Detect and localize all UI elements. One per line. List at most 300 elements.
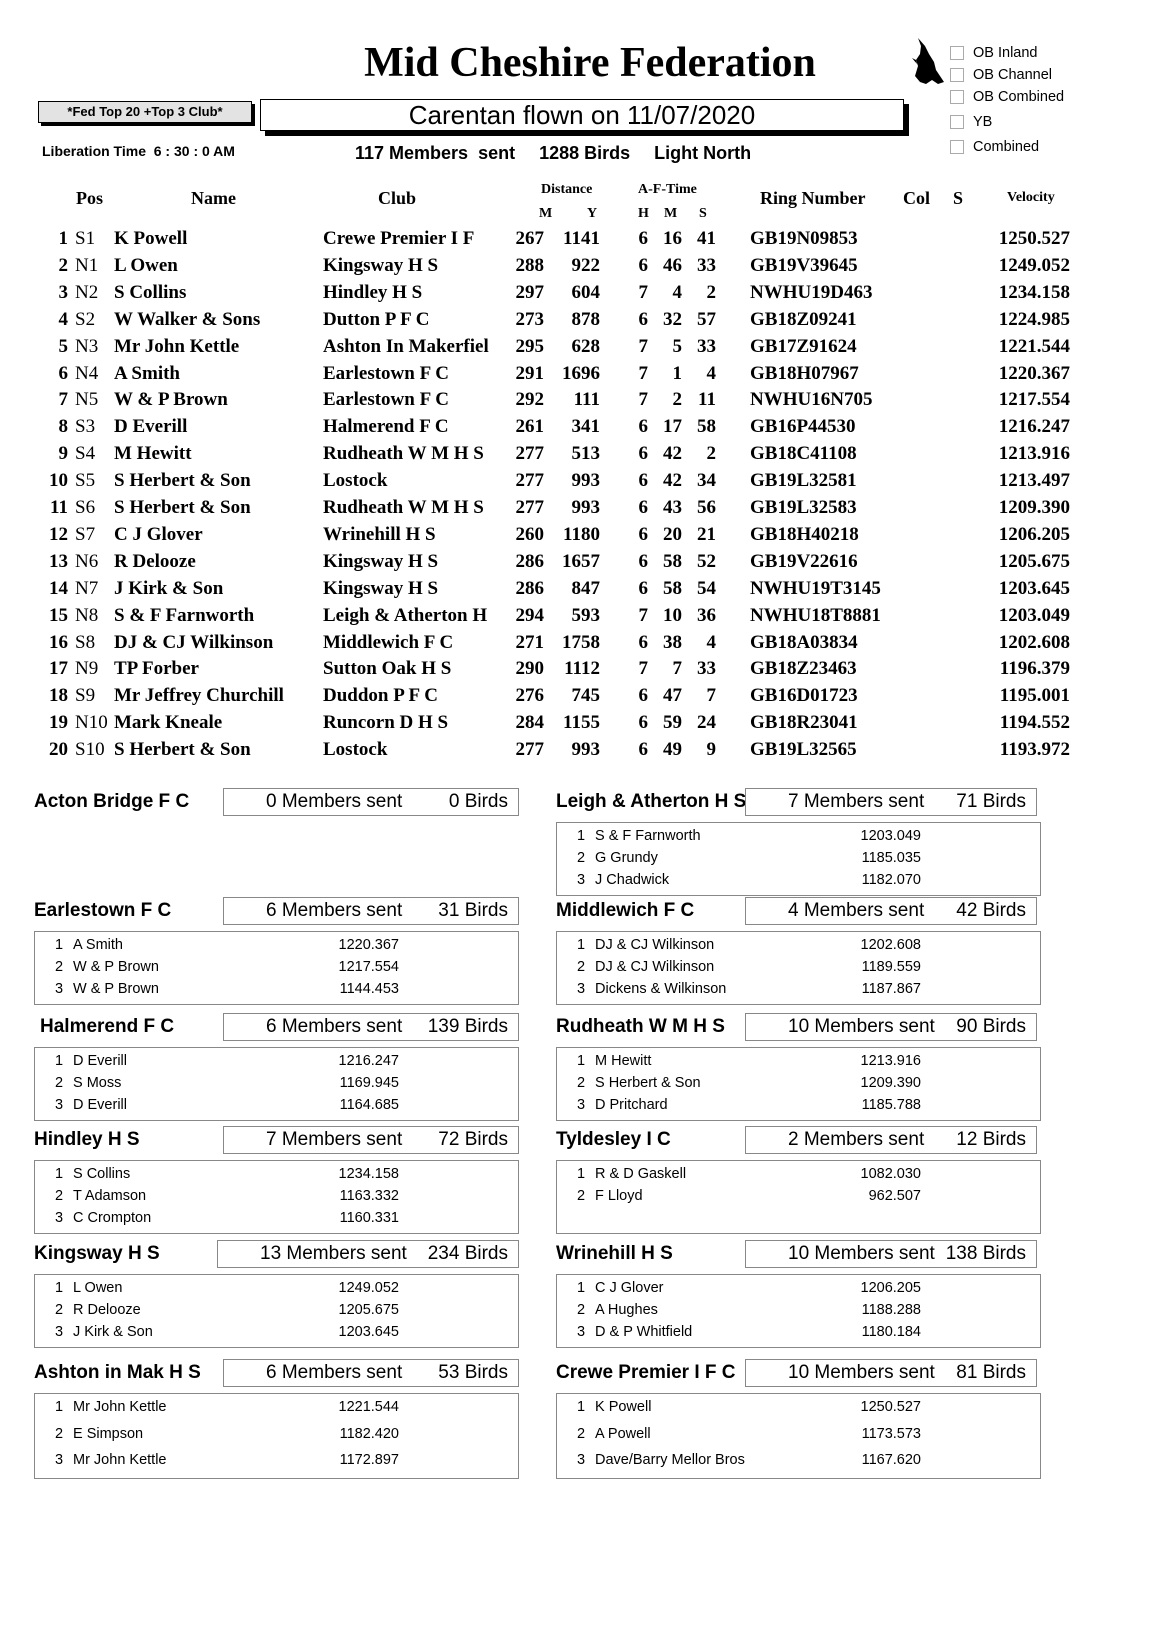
- position: 8: [58, 416, 68, 438]
- member-name: R Delooze: [73, 1302, 141, 1318]
- club-members-sent: 0 Members sent: [266, 791, 403, 812]
- header-sex: S: [953, 188, 964, 208]
- club-title: Tyldesley I C: [556, 1129, 671, 1150]
- time-minutes: 46: [663, 254, 682, 276]
- option-yb[interactable]: [950, 111, 1064, 133]
- club-top-item: [557, 847, 1040, 869]
- section: N1: [75, 254, 99, 276]
- section: N10: [75, 712, 108, 734]
- place-number: 3: [55, 1097, 64, 1113]
- club-top-item: [557, 934, 1040, 956]
- distance-miles: 277: [515, 739, 544, 761]
- distance-yards: 1180: [563, 523, 600, 545]
- velocity: 1203.049: [860, 828, 921, 844]
- club-birds-sent: 139 Birds: [427, 1016, 508, 1037]
- velocity: 1196.379: [999, 658, 1070, 680]
- member-name: DJ & CJ Wilkinson: [114, 631, 274, 653]
- club-top-item: [35, 1050, 518, 1072]
- member-name: Mr John Kettle: [114, 335, 240, 357]
- velocity: 1209.390: [860, 1075, 921, 1091]
- velocity: 1213.916: [860, 1053, 921, 1069]
- place-number: 3: [577, 1097, 586, 1113]
- header-time-h: H: [638, 206, 649, 221]
- club-members-sent: 6 Members sent: [266, 1362, 403, 1383]
- velocity: 1216.247: [338, 1053, 399, 1069]
- section: S5: [75, 470, 96, 492]
- club-top-item: [35, 1321, 518, 1343]
- ring-number: GB18Z23463: [750, 658, 857, 680]
- distance-yards: 847: [571, 577, 600, 599]
- club-members-sent: 10 Members sent: [788, 1243, 935, 1264]
- place-number: 2: [577, 1425, 586, 1442]
- club-top-item: [557, 1299, 1040, 1321]
- club-title: Crewe Premier I F C: [556, 1362, 736, 1383]
- header-club: Club: [378, 188, 417, 208]
- club-members-sent: 6 Members sent: [266, 900, 403, 921]
- club-title: Hindley H S: [34, 1129, 140, 1150]
- club-top-list: [34, 931, 519, 1005]
- velocity: 1220.367: [998, 362, 1070, 384]
- velocity: 1193.972: [999, 739, 1070, 761]
- position: 13: [49, 550, 68, 572]
- option-label: YB: [973, 114, 993, 130]
- club-top-item: [557, 1423, 1040, 1450]
- member-name: D Everill: [114, 416, 188, 438]
- time-minutes: 1: [672, 362, 682, 384]
- velocity: 1203.049: [998, 604, 1070, 626]
- distance-miles: 291: [515, 362, 544, 384]
- club-name: Halmerend F C: [323, 416, 449, 438]
- result-row: [0, 709, 1158, 737]
- header-time-s: S: [699, 206, 707, 221]
- velocity: 1202.608: [860, 937, 921, 953]
- club-top-item: [557, 1277, 1040, 1299]
- distance-yards: 1155: [563, 712, 600, 734]
- time-minutes: 59: [663, 712, 682, 734]
- velocity: 1173.573: [861, 1425, 921, 1442]
- time-hours: 6: [638, 470, 648, 492]
- member-name: Mark Kneale: [114, 712, 223, 734]
- velocity: 1249.052: [998, 254, 1070, 276]
- result-row: [0, 548, 1158, 576]
- club-top-item: [557, 956, 1040, 978]
- club-members-sent: 13 Members sent: [260, 1243, 407, 1264]
- result-row: [0, 360, 1158, 388]
- time-hours: 7: [638, 335, 648, 357]
- velocity: 1206.205: [998, 523, 1070, 545]
- time-seconds: 33: [697, 335, 716, 357]
- ring-number: GB18C41108: [750, 443, 857, 465]
- velocity: 1169.945: [339, 1075, 399, 1091]
- member-name: Mr John Kettle: [73, 1399, 167, 1415]
- ring-number: GB19V22616: [750, 550, 858, 572]
- header-aftime: A-F-Time: [638, 182, 697, 197]
- club-name: Sutton Oak H S: [323, 658, 452, 680]
- position: 18: [49, 685, 68, 707]
- member-name: Dave/Barry Mellor Bros: [595, 1452, 745, 1468]
- checkbox-icon[interactable]: [950, 115, 964, 129]
- time-minutes: 32: [663, 308, 682, 330]
- place-number: 1: [55, 937, 64, 953]
- distance-miles: 261: [515, 416, 544, 438]
- time-seconds: 21: [697, 523, 716, 545]
- ring-number: GB16D01723: [750, 685, 858, 707]
- velocity: 1180.184: [861, 1324, 921, 1340]
- place-number: 2: [577, 850, 586, 866]
- section: S2: [75, 308, 96, 330]
- time-minutes: 58: [663, 550, 682, 572]
- club-name: Wrinehill H S: [323, 523, 436, 545]
- club-top-item: [557, 1185, 1040, 1207]
- time-hours: 6: [638, 308, 648, 330]
- club-name: Kingsway H S: [323, 254, 439, 276]
- club-members-sent: 6 Members sent: [266, 1016, 403, 1037]
- time-minutes: 43: [663, 497, 682, 518]
- distance-yards: 341: [571, 416, 600, 438]
- club-title: Wrinehill H S: [556, 1243, 673, 1264]
- member-name: S Herbert & Son: [114, 470, 251, 492]
- velocity: 1203.645: [338, 1324, 399, 1340]
- club-name: Middlewich F C: [323, 631, 454, 653]
- time-hours: 6: [638, 254, 648, 276]
- time-hours: 6: [638, 523, 648, 545]
- ring-number: NWHU19D463: [750, 281, 873, 303]
- club-birds-sent: 81 Birds: [956, 1362, 1026, 1383]
- club-name: Crewe Premier I F: [323, 228, 475, 249]
- place-number: 1: [55, 1166, 64, 1182]
- member-name: DJ & CJ Wilkinson: [595, 937, 715, 953]
- option-label: OB Combined: [973, 89, 1065, 105]
- position: 17: [49, 658, 68, 680]
- velocity: 1206.205: [860, 1280, 921, 1296]
- place-number: 3: [577, 1324, 586, 1340]
- distance-yards: 604: [571, 281, 600, 303]
- club-members-sent: 2 Members sent: [788, 1129, 925, 1150]
- time-seconds: 54: [697, 577, 716, 599]
- time-hours: 7: [638, 389, 648, 411]
- time-hours: 6: [638, 739, 648, 761]
- member-name: C J Glover: [595, 1280, 664, 1296]
- distance-yards: 993: [571, 497, 600, 518]
- checkbox-icon[interactable]: [950, 90, 964, 104]
- club-top-list: [556, 1047, 1041, 1121]
- club-birds-sent: 53 Birds: [438, 1362, 508, 1383]
- distance-miles: 286: [515, 550, 544, 572]
- time-seconds: 57: [697, 308, 716, 330]
- option-ob-channel[interactable]: [950, 64, 1064, 86]
- ring-number: GB19L32583: [750, 497, 857, 518]
- club-entry-stats: [217, 1240, 519, 1268]
- position: 16: [49, 631, 68, 653]
- time-hours: 6: [638, 228, 648, 249]
- club-top-item: [557, 1163, 1040, 1185]
- distance-yards: 1141: [563, 228, 600, 249]
- club-birds-sent: 31 Birds: [438, 900, 508, 921]
- velocity: 1205.675: [998, 550, 1070, 572]
- club-title: Middlewich F C: [556, 900, 695, 921]
- velocity: 1217.554: [338, 959, 399, 975]
- club-name: Kingsway H S: [323, 577, 439, 599]
- time-seconds: 4: [706, 362, 716, 384]
- club-name: Rudheath W M H S: [323, 443, 484, 465]
- place-number: 2: [55, 1075, 64, 1091]
- section: N9: [75, 658, 99, 680]
- club-top-list: [34, 1047, 519, 1121]
- club-top-list: [556, 1393, 1041, 1479]
- distance-miles: 288: [515, 254, 544, 276]
- checkbox-icon[interactable]: [950, 68, 964, 82]
- velocity: 1224.985: [998, 308, 1070, 330]
- distance-miles: 277: [515, 470, 544, 492]
- club-top-list: [556, 931, 1041, 1005]
- time-minutes: 2: [672, 389, 682, 411]
- option-ob-inland[interactable]: [950, 42, 1064, 64]
- club-birds-sent: 72 Birds: [438, 1129, 508, 1150]
- velocity: 1172.897: [339, 1452, 399, 1468]
- distance-miles: 277: [515, 443, 544, 465]
- position: 2: [58, 254, 68, 276]
- report-type-tag: *Fed Top 20 +Top 3 Club*: [38, 101, 252, 123]
- club-entry-stats: [745, 1126, 1037, 1154]
- member-name: T Adamson: [73, 1188, 147, 1204]
- distance-miles: 295: [515, 335, 544, 357]
- member-name: DJ & CJ Wilkinson: [595, 959, 715, 975]
- velocity: 1194.552: [999, 712, 1070, 734]
- club-birds-sent: 71 Birds: [956, 791, 1026, 812]
- result-row: [0, 602, 1158, 630]
- velocity: 1209.390: [998, 497, 1070, 518]
- place-number: 2: [55, 959, 64, 975]
- wind-condition: Light North: [654, 143, 752, 163]
- club-top-list: [34, 1393, 519, 1479]
- time-seconds: 36: [697, 604, 716, 626]
- place-number: 1: [55, 1399, 64, 1415]
- velocity: 1182.070: [861, 872, 921, 888]
- time-minutes: 4: [672, 281, 682, 303]
- velocity: 1189.559: [861, 959, 921, 975]
- result-row: [0, 736, 1158, 764]
- club-name: Duddon P F C: [323, 685, 438, 707]
- member-name: E Simpson: [73, 1425, 144, 1442]
- club-birds-sent: 138 Birds: [945, 1243, 1026, 1264]
- header-dist-m: M: [539, 206, 553, 221]
- distance-miles: 267: [515, 228, 544, 249]
- time-hours: 6: [638, 443, 648, 465]
- header-ring: Ring Number: [760, 188, 866, 208]
- member-name: A Smith: [73, 937, 123, 953]
- option-label: OB Inland: [973, 45, 1038, 61]
- checkbox-icon[interactable]: [950, 46, 964, 60]
- position: 7: [58, 389, 68, 411]
- option-combined[interactable]: [950, 136, 1064, 158]
- header-name: Name: [191, 188, 236, 208]
- place-number: 1: [577, 1166, 586, 1182]
- liberation-time: Liberation Time 6 : 30 : 0 AM: [42, 143, 235, 159]
- velocity: 1249.052: [338, 1280, 399, 1296]
- time-seconds: 33: [697, 254, 716, 276]
- pigeon-logo-icon: [912, 36, 946, 86]
- ring-number: GB19N09853: [750, 228, 858, 249]
- distance-miles: 260: [515, 523, 544, 545]
- section: N7: [75, 577, 99, 599]
- page-title: Mid Cheshire Federation: [364, 40, 816, 86]
- ring-number: GB16P44530: [750, 416, 856, 438]
- header-velocity: Velocity: [1007, 190, 1055, 205]
- distance-yards: 1657: [562, 550, 600, 572]
- velocity: 1187.867: [861, 981, 921, 997]
- section: N6: [75, 550, 99, 572]
- time-minutes: 5: [672, 335, 682, 357]
- time-minutes: 42: [663, 443, 682, 465]
- club-name: Earlestown F C: [323, 389, 449, 411]
- velocity: 1234.158: [338, 1166, 399, 1182]
- option-label: Combined: [973, 139, 1040, 155]
- ring-number: GB18A03834: [750, 631, 858, 653]
- member-name: C Crompton: [73, 1210, 152, 1226]
- ring-number: NWHU18T8881: [750, 604, 881, 626]
- time-minutes: 42: [663, 470, 682, 492]
- time-hours: 7: [638, 604, 648, 626]
- section: S3: [75, 416, 96, 438]
- velocity: 1203.645: [998, 577, 1070, 599]
- place-number: 2: [577, 1302, 586, 1318]
- velocity: 1216.247: [998, 416, 1070, 438]
- section: S6: [75, 497, 96, 518]
- club-top-item: [35, 956, 518, 978]
- velocity: 1160.331: [339, 1210, 399, 1226]
- result-row: [0, 629, 1158, 657]
- club-entry-stats: [223, 897, 519, 925]
- member-name: S Herbert & Son: [114, 739, 251, 761]
- member-name: D Everill: [73, 1097, 127, 1113]
- section: S7: [75, 523, 96, 545]
- club-top-item: [35, 978, 518, 1000]
- section: S9: [75, 685, 96, 707]
- velocity: 1213.497: [998, 470, 1070, 492]
- ring-number: NWHU19T3145: [750, 577, 881, 599]
- time-minutes: 17: [663, 416, 682, 438]
- member-name: A Powell: [595, 1425, 651, 1442]
- time-seconds: 24: [697, 712, 716, 734]
- position: 4: [58, 308, 68, 330]
- place-number: 2: [577, 1075, 586, 1091]
- time-hours: 7: [638, 281, 648, 303]
- member-name: S & F Farnworth: [595, 828, 701, 844]
- checkbox-icon[interactable]: [950, 140, 964, 154]
- time-hours: 6: [638, 497, 648, 518]
- time-hours: 6: [638, 416, 648, 438]
- result-row: [0, 333, 1158, 361]
- club-top-item: [557, 1094, 1040, 1116]
- velocity: 1167.620: [861, 1452, 921, 1468]
- ring-number: GB18H07967: [750, 362, 859, 384]
- club-title: Acton Bridge F C: [34, 791, 190, 812]
- distance-yards: 628: [571, 335, 600, 357]
- club-birds-sent: 42 Birds: [956, 900, 1026, 921]
- race-type-options: [950, 42, 1064, 158]
- club-members-sent: 7 Members sent: [266, 1129, 403, 1150]
- club-birds-sent: 0 Birds: [448, 791, 508, 812]
- club-title: Kingsway H S: [34, 1243, 160, 1264]
- time-seconds: 7: [706, 685, 716, 707]
- club-name: Leigh & Atherton H: [323, 604, 488, 626]
- result-row: [0, 440, 1158, 468]
- club-members-sent: 10 Members sent: [788, 1362, 935, 1383]
- section: N4: [75, 362, 99, 384]
- result-row: [0, 413, 1158, 441]
- velocity: 1164.685: [339, 1097, 399, 1113]
- time-seconds: 2: [706, 281, 716, 303]
- club-entry-stats: [745, 897, 1037, 925]
- position: 14: [49, 577, 68, 599]
- place-number: 1: [577, 1399, 586, 1415]
- distance-miles: 286: [515, 577, 544, 599]
- member-name: M Hewitt: [595, 1053, 652, 1069]
- velocity: 1250.527: [860, 1399, 921, 1415]
- place-number: 1: [577, 1280, 586, 1296]
- club-top-item: [557, 978, 1040, 1000]
- club-name: Runcorn D H S: [323, 712, 449, 734]
- member-name: J Kirk & Son: [114, 577, 224, 599]
- time-hours: 7: [638, 658, 648, 680]
- header-time-m: M: [664, 206, 678, 221]
- member-name: D & P Whitfield: [595, 1324, 693, 1340]
- member-name: Mr John Kettle: [73, 1452, 167, 1468]
- velocity: 1213.916: [998, 443, 1070, 465]
- section: S1: [75, 228, 96, 249]
- position: 19: [49, 712, 68, 734]
- time-hours: 6: [638, 631, 648, 653]
- section: S10: [75, 739, 105, 761]
- member-name: Mr Jeffrey Churchill: [114, 685, 284, 707]
- member-name: W & P Brown: [73, 959, 159, 975]
- member-name: W & P Brown: [114, 389, 228, 411]
- race-title: Carentan flown on 11/07/2020: [260, 99, 904, 131]
- place-number: 3: [577, 981, 586, 997]
- member-name: J Chadwick: [595, 872, 670, 888]
- club-entry-stats: [223, 1359, 519, 1387]
- velocity: 1188.288: [861, 1302, 921, 1318]
- club-name: Rudheath W M H S: [323, 497, 484, 518]
- member-name: S Collins: [114, 281, 187, 303]
- member-name: S Collins: [73, 1166, 131, 1182]
- result-row: [0, 467, 1158, 495]
- club-entry-stats: [223, 1013, 519, 1041]
- time-minutes: 58: [663, 577, 682, 599]
- club-title: Halmerend F C: [40, 1016, 175, 1037]
- section: N3: [75, 335, 99, 357]
- member-name: R Delooze: [114, 550, 196, 572]
- time-seconds: 34: [697, 470, 716, 492]
- ring-number: GB18H40218: [750, 523, 859, 545]
- member-name: G Grundy: [595, 850, 658, 866]
- time-hours: 6: [638, 712, 648, 734]
- result-row: [0, 521, 1158, 549]
- distance-yards: 922: [571, 254, 600, 276]
- velocity: 1185.788: [861, 1097, 921, 1113]
- option-ob-combined[interactable]: [950, 86, 1064, 108]
- distance-yards: 878: [571, 308, 600, 330]
- ring-number: GB19L32581: [750, 470, 857, 492]
- club-entry-stats: [223, 1126, 519, 1154]
- time-seconds: 56: [697, 497, 716, 518]
- distance-yards: 111: [573, 389, 600, 411]
- club-title: Ashton in Mak H S: [34, 1362, 201, 1383]
- distance-miles: 294: [515, 604, 544, 626]
- birds-sent: 1288 Birds: [539, 143, 631, 163]
- velocity: 1205.675: [338, 1302, 399, 1318]
- place-number: 2: [577, 959, 586, 975]
